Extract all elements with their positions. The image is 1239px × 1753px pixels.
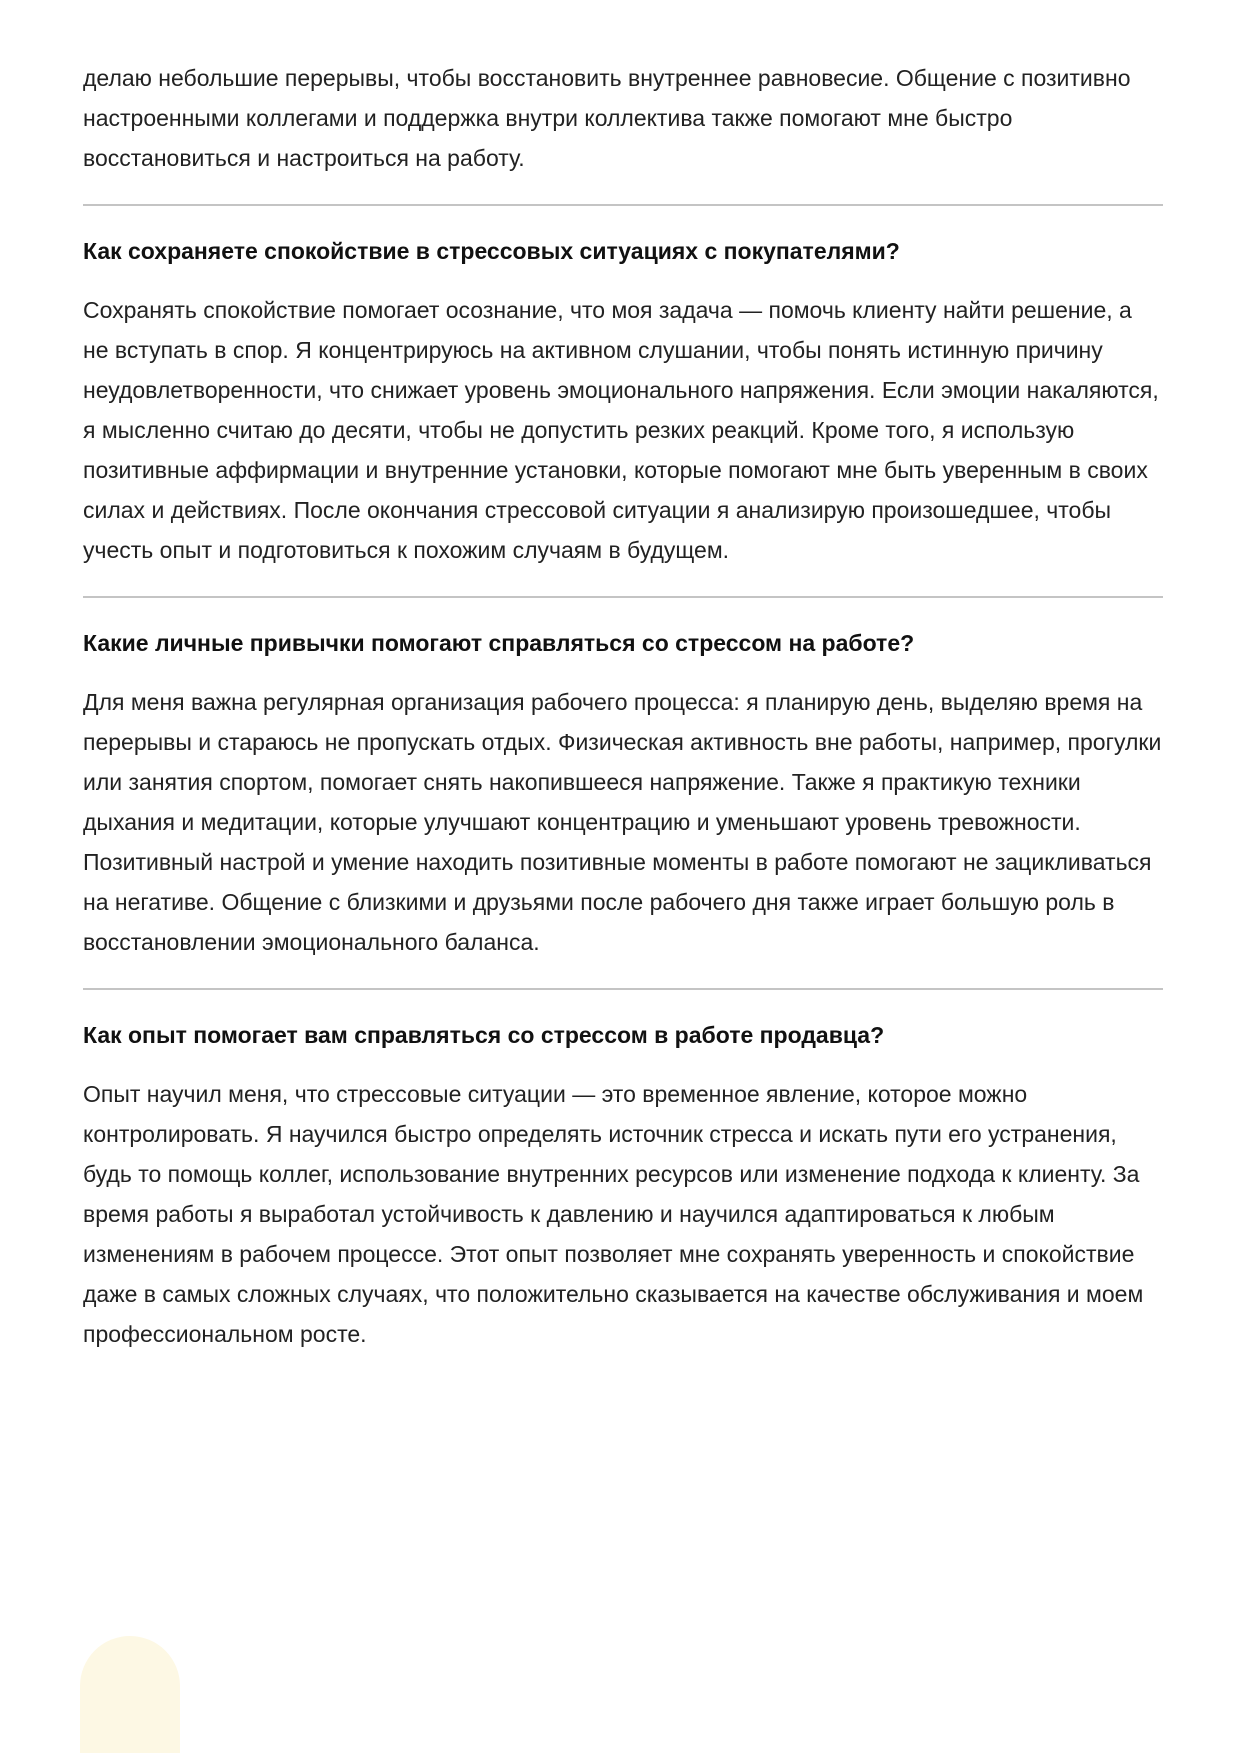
section-answer: Сохранять спокойствие помогает осознание, что моя задача — помочь клиенту найти решение, а не вступать в спор. Я концентрируюсь на активном слушании, чтобы понять истинную причину неудовлетворенности, что снижает уровень эмоционального напряжения. Если эмоции накаляются, я мысленно считаю до десяти, чтобы не допустить резких реакций. Кроме того, я использую позитивные аффирмации и внутренние установки, которые помогают мне быть уверенным в своих силах и действиях. После окончания стрессовой ситуации я анализирую произошедшее, чтобы учесть опыт и подготовиться к похожим случаям в будущем. [83,297,1159,563]
section-answer: Для меня важна регулярная организация рабочего процесса: я планирую день, выделяю время на перерывы и стараюсь не пропускать отдых. Физическая активность вне работы, например, прогулки или занятия спортом, помогает снять накопившееся напряжение. Также я практикую техники дыхания и медитации, которые улучшают концентрацию и уменьшают уровень тревожности. Позитивный настрой и умение находить позитивные моменты в работе помогают не зацикливаться на негативе. Общение с близкими и друзьями после рабочего дня также играет большую роль в восстановлении эмоционального баланса. [83,689,1162,955]
section-divider [83,988,1163,990]
section-question: Как сохраняете спокойствие в стрессовых ситуациях с покупателями? [83,238,900,264]
footer-decoration [80,1636,180,1753]
document-page [83,58,1163,1354]
qa-section-calm-with-customers [83,234,1163,570]
section-divider [83,596,1163,598]
qa-section-experience [83,1018,1163,1354]
qa-section-personal-habits [83,626,1163,962]
section-question: Как опыт помогает вам справляться со стрессом в работе продавца? [83,1022,885,1048]
intro-paragraph: делаю небольшие перерывы, чтобы восстановить внутреннее равновесие. Общение с позитивно настроенными коллегами и поддержка внутри коллектива также помогают мне быстро восстановиться и настроиться на работу. [83,65,1131,171]
section-answer: Опыт научил меня, что стрессовые ситуации — это временное явление, которое можно контролировать. Я научился быстро определять источник стресса и искать пути его устранения, будь то помощь коллег, использование внутренних ресурсов или изменение подхода к клиенту. За время работы я выработал устойчивость к давлению и научился адаптироваться к любым изменениям в рабочем процессе. Этот опыт позволяет мне сохранять уверенность и спокойствие даже в самых сложных случаях, что положительно сказывается на качестве обслуживания и моем профессиональном росте. [83,1081,1144,1347]
section-divider [83,204,1163,206]
section-question: Какие личные привычки помогают справляться со стрессом на работе? [83,630,915,656]
